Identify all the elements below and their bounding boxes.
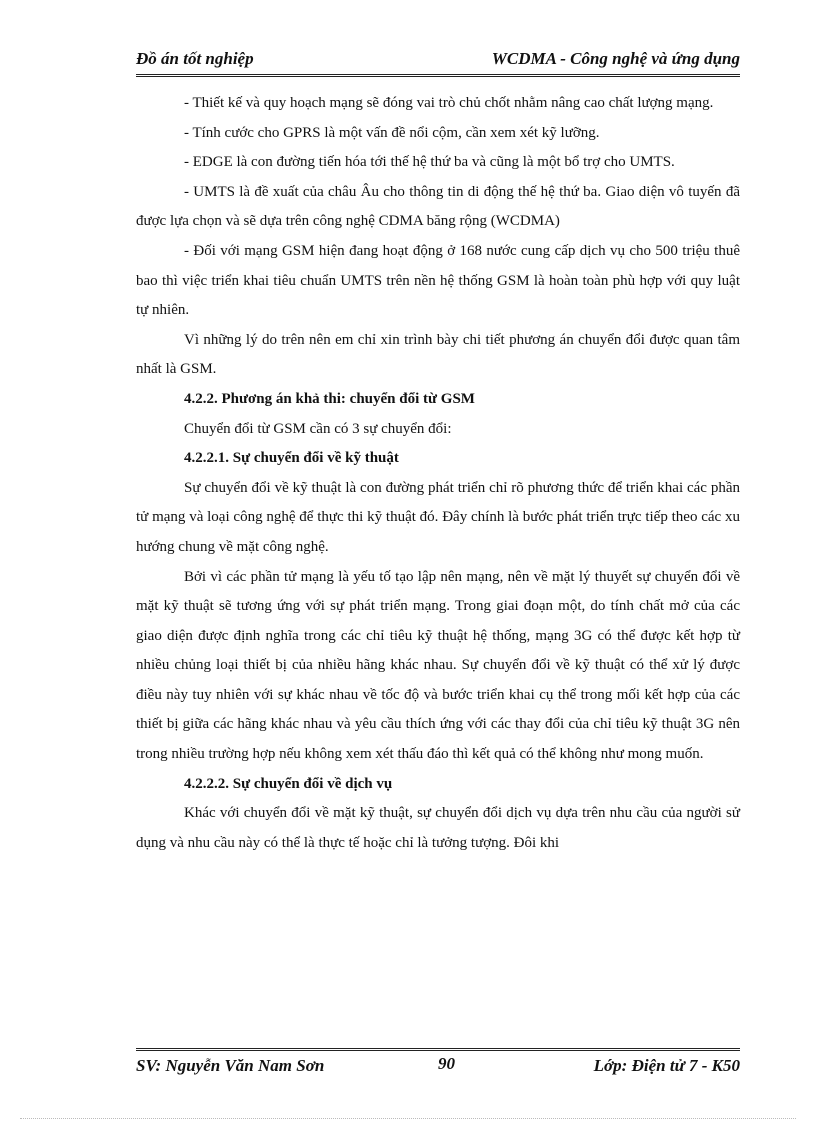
footer-student-name: SV: Nguyễn Văn Nam Sơn (136, 1056, 325, 1075)
paragraph-gsm-network: - Đối với mạng GSM hiện đang hoạt động ở 168 nước cung cấp dịch vụ cho 500 triệu thuê bao thì việc triển khai tiêu chuẩn UMTS trên nền hệ thống GSM là hoàn toàn phù hợp với quy luật tự nhiên. (136, 242, 740, 319)
paragraph-three-transitions: Chuyển đổi từ GSM cần có 3 sự chuyển đổi: (184, 420, 452, 437)
paragraph-conclusion: Vì những lý do trên nên em chỉ xin trình bày chi tiết phương án chuyển đổi được quan tâm nhất là GSM. (136, 331, 740, 378)
page-footer (136, 1048, 740, 1081)
footer-class-name: Lớp: Điện tử 7 - K50 (593, 1056, 740, 1075)
section-heading-4-2-2-1: 4.2.2.1. Sự chuyển đổi về kỹ thuật (184, 450, 399, 467)
page-edge-divider (20, 1118, 796, 1119)
page-body (136, 89, 740, 858)
section-heading-4-2-2-2: 4.2.2.2. Sự chuyển đổi về dịch vụ (184, 775, 393, 792)
paragraph-service-transition: Khác với chuyển đổi về mặt kỹ thuật, sự chuyển đổi dịch vụ dựa trên nhu cầu của người sử dụng và nhu cầu này có thể là thực tế hoặc chỉ là tưởng tượng. Đôi khi (136, 805, 740, 851)
paragraph-edge: - EDGE là con đường tiến hóa tới thế hệ thứ ba và cũng là một bổ trợ cho UMTS. (184, 154, 675, 171)
footer-page-number: 90 (438, 1054, 455, 1073)
paragraph-umts: - UMTS là đề xuất của châu Âu cho thông tin di động thế hệ thứ ba. Giao diện vô tuyến đã được lựa chọn và sẽ dựa trên công nghệ CDMA băng rộng (WCDMA) (136, 183, 740, 230)
paragraph-network-elements: Bởi vì các phần tử mạng là yếu tố tạo lập nên mạng, nên về mặt lý thuyết sự chuyển đổi về mặt kỹ thuật sẽ tương ứng với sự phát triển mạng. Trong giai đoạn một, do tính chất mở của các giao diện được định nghĩa trong các chỉ tiêu kỹ thuật hệ thống, mạng 3G có thể được kết hợp từ nhiều chủng loại thiết bị của nhiều hãng khác nhau. Sự chuyển đổi về kỹ thuật có thể xử lý được điều này tuy nhiên với sự khác nhau về tốc độ và bước triển khai cụ thể trong mối kết hợp của các thiết bị giữa các hãng khác nhau và yêu cầu thích ứng với các thay đổi của chỉ tiêu kỹ thuật 3G nên trong nhiều trường hợp nếu không xem xét thấu đáo thì kết quả có thể không như mong muốn. (136, 568, 740, 763)
page-header (136, 48, 740, 77)
paragraph-network-planning: - Thiết kế và quy hoạch mạng sẽ đóng vai trò chủ chốt nhằm nâng cao chất lượng mạng. (184, 95, 714, 111)
header-document-title: WCDMA - Công nghệ và ứng dụng (491, 49, 740, 68)
header-document-type: Đồ án tốt nghiệp (136, 49, 254, 68)
section-heading-4-2-2: 4.2.2. Phương án khả thi: chuyển đổi từ GSM (184, 390, 475, 407)
paragraph-technical-transition: Sự chuyển đổi về kỹ thuật là con đường phát triển chỉ rõ phương thức để triển khai các phần tử mạng và loại công nghệ để thực thi kỹ thuật đó. Đây chính là bước phát triển trực tiếp theo các xu hướng chung về mặt công nghệ. (136, 479, 740, 555)
paragraph-gprs-billing: - Tính cước cho GPRS là một vấn đề nổi cộm, cần xem xét kỹ lưỡng. (184, 124, 600, 141)
